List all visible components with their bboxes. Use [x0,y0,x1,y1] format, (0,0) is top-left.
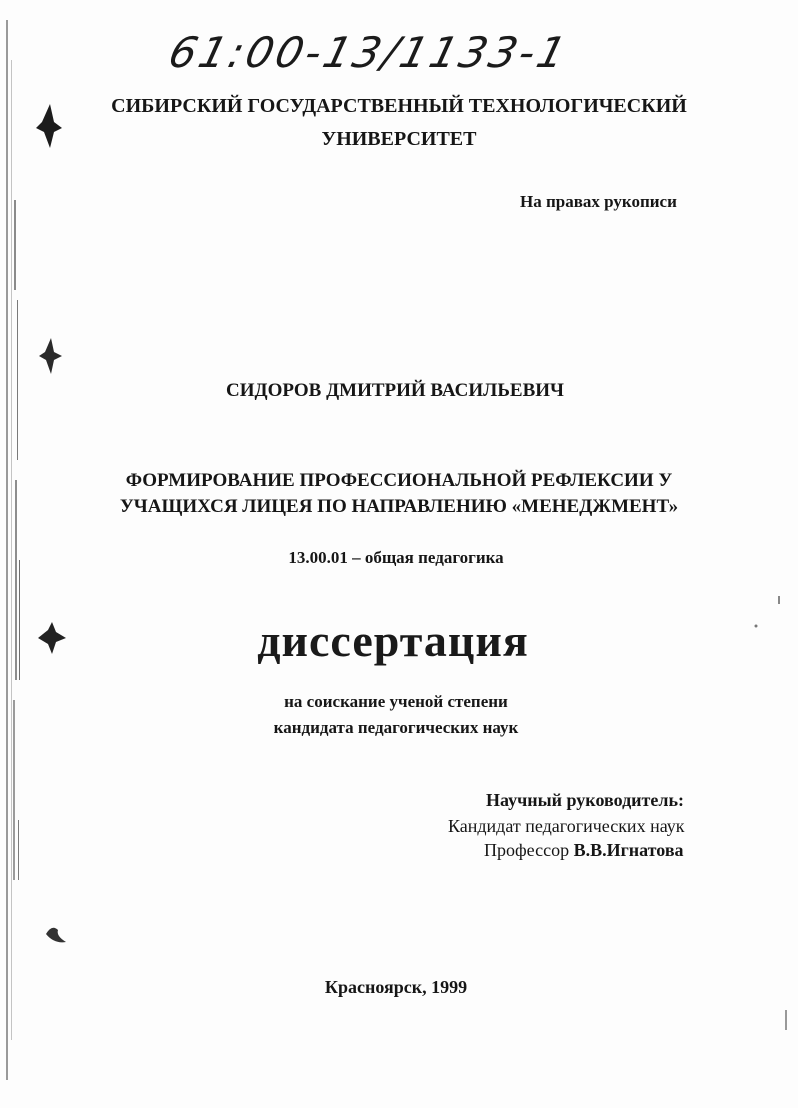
author-name: СИДОРОВ ДМИТРИЙ ВАСИЛЬЕВИЧ [226,380,564,401]
supervisor-position: Профессор [484,840,570,860]
rights-note: На правах рукописи [520,192,677,211]
punch-mark-icon [42,922,70,948]
supervisor-label: Научный руководитель: [486,790,684,810]
university-name-line2: УНИВЕРСИТЕТ [321,128,477,150]
city-year: Красноярск, 1999 [324,977,468,997]
thesis-title-line2: УЧАЩИХСЯ ЛИЦЕЯ ПО НАПРАВЛЕНИЮ «МЕНЕДЖМЕНТ» [119,496,679,517]
specialty-code: 13.00.01 – общая педагогика [288,548,504,567]
supervisor-name: В.В.Игнатова [573,840,684,860]
degree-line2: кандидата педагогических наук [273,718,519,737]
degree-line1: на соискание ученой степени [284,692,508,711]
scan-speck [776,596,782,604]
document-type-heading: диссертация [257,615,529,666]
university-name-line1: СИБИРСКИЙ ГОСУДАРСТВЕННЫЙ ТЕХНОЛОГИЧЕСКИЙ [111,95,687,117]
scan-speck [782,1010,790,1030]
thesis-title-line1: ФОРМИРОВАНИЕ ПРОФЕССИОНАЛЬНОЙ РЕФЛЕКСИИ У [125,470,673,491]
scan-speck [754,624,758,628]
handwritten-catalog-code: 61:00-13/1133-1 [163,28,574,77]
punch-mark-icon [36,336,66,376]
supervisor-rank: Кандидат педагогических наук [448,816,685,836]
supervisor-name-line [484,840,684,861]
